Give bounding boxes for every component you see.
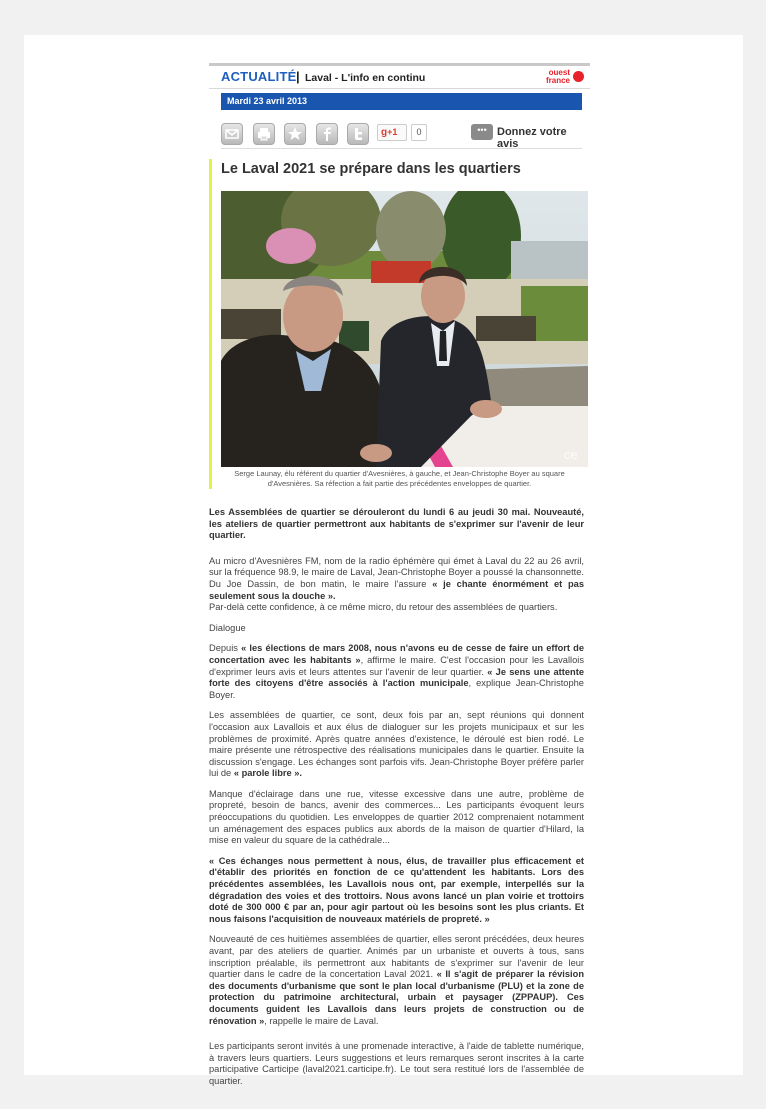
twitter-icon[interactable] [347, 123, 369, 145]
article-container [209, 63, 590, 1097]
ouest-france-logo[interactable] [540, 68, 584, 86]
share-toolbar [221, 110, 582, 149]
email-icon[interactable] [221, 123, 243, 145]
paragraph [209, 934, 584, 1027]
paragraph [209, 556, 584, 602]
article-lead [209, 507, 584, 542]
comment-link[interactable]: Donnez votre avis [497, 126, 567, 150]
google-plus-button[interactable] [377, 124, 407, 141]
paragraph-text: Les assemblées de quartier, ce sont, deux fois par an, sept réunions qui donnent l'occasion aux Lavallois et aux élus de dialoguer sur les projets municipaux et sur les problèmes de proximité. Après quatre années d'existence, le déroulé est bien rodé. Le maire présente une rétrospective des réalisations municipales dans le quartier. Ensuite la discussion s'engage. Les échanges sont parfois vifs. Jean-Christophe Boyer préfère parler lui de [209, 710, 584, 779]
paragraph-text: , affirme le maire. C'est l'occasion pour les Lavallois d'exprimer leurs avis et leurs attentes sur l'avenir de leur quartier. [209, 654, 584, 677]
paragraph-text: Nouveauté de ces huitièmes assemblées de quartier, elles seront précédées, deux heures avant, par des ateliers de quartier. Animés par un urbaniste et ouverts à tous, sans inscription préalable, ils permettront aux habitants de s'exprimer sur l'avenir de leur quartier dans le cadre de la concertation Laval 2021. [209, 934, 584, 980]
paragraph-text: Au micro d'Avesnières FM, nom de la radio éphémère qui émet à Laval du 22 au 26 avril, sur la fréquence 98.9, le maire de Laval, Jean-Christophe Boyer a poussé la chansonnette. Du Joe Dassin, de bon matin, le maire l'assure [209, 555, 584, 589]
article-title: Le Laval 2021 se prépare dans les quartiers [221, 161, 521, 177]
paragraph-text: Depuis [209, 643, 242, 654]
quote-text: « je chante énormément et pas seulement sous la douche ». [209, 578, 584, 601]
quote-text: « parole libre ». [233, 768, 303, 779]
brand-separator: | [296, 69, 300, 84]
date-bar [221, 93, 582, 110]
accent-bar [209, 159, 212, 489]
page-sheet [24, 35, 743, 1086]
facebook-icon[interactable] [316, 123, 338, 145]
brand-label[interactable]: ACTUALITÉ [221, 69, 297, 84]
quote-text: « les élections de mars 2008, nous n'avons eu de cesse de faire un effort de concertation avec les habitants » [209, 643, 584, 665]
article-photo [221, 191, 588, 467]
title-block [209, 161, 590, 177]
subheading: Dialogue [209, 622, 246, 633]
logo-dot-icon [573, 71, 584, 82]
paragraph [209, 643, 584, 701]
paragraph [209, 710, 584, 780]
section-title[interactable]: Laval - L'info en continu [305, 72, 426, 84]
logo-text: ouest france [545, 68, 570, 85]
google-plus-icon: g [381, 127, 388, 138]
paragraph [209, 789, 584, 847]
print-icon[interactable] [253, 123, 275, 145]
paragraph [209, 856, 584, 926]
quote-text: « Ces échanges nous permettent à nous, élus, de travailler plus efficacement et d'établir des priorités en fonction de ce qu'attendent les habitants. Lors des précédentes assemblées, les Lavallois nous ont, par exemple, interpellés sur la dégradation des voies et des trottoirs. Nous avons lancé un plan voirie et trottoirs doté de 300 000 € par an, pour agir partout où les besoins sont les plus criants. Et nous faisons l'acquisition de nouveaux matériels de propreté. » [209, 855, 584, 924]
article-body [209, 507, 584, 1088]
google-plus-label: +1 [387, 127, 398, 137]
paragraph-text: Les participants seront invités à une promenade interactive, à l'aide de tablette numérique, à travers leurs quartiers. Leurs suggestions et leurs remarques seront inscrites à la carte participative Carticipe (laval2021.carticipe.fr). Le tout sera restitué lors de l'assemblée de quartier. [209, 1041, 584, 1086]
paragraph-text: , explique Jean-Christophe Boyer. [209, 678, 584, 700]
site-header [209, 66, 590, 89]
quote-text: « Il s'agit de préparer la révision des documents d'urbanisme que sont le plan local d'urbanisme (PLU) et la zone de protection du patrimoine architectural, urbain et paysager (ZPPAUP). Ces documents guident les Lavallois dans leurs projets de construction ou de rénovation » [209, 969, 584, 1026]
lead-text: Les Assemblées de quartier se dérouleront du lundi 6 au jeudi 30 mai. Nouveauté, les ateliers de quartier permettront aux habitants de s'exprimer sur l'avenir de leur quartier. [209, 507, 584, 541]
paragraph-text: Par-delà cette confidence, à ce même micro, du retour des assemblées de quartiers. [209, 602, 558, 613]
paragraph-text: , rappelle le maire de Laval. [264, 1015, 379, 1026]
photo-watermark: ce [564, 447, 578, 462]
star-icon[interactable] [284, 123, 306, 145]
paragraph [209, 602, 584, 614]
paragraph-text: Manque d'éclairage dans une rue, vitesse excessive dans une autre, problème de propreté, besoin de bancs, avenir des commerces... Les participants évoquent leurs préoccupations du quotidien. Les enveloppes de quartier 2012 comprenaient notamment un aménagement des espaces publics aux abords de la maison de quartier d'Hilard, la mise en valeur du square de la cathédrale... [209, 788, 584, 846]
google-plus-count: 0 [411, 124, 427, 141]
comment-icon[interactable]: ••• [471, 124, 493, 140]
paragraph [209, 1041, 584, 1087]
photo-caption: Serge Launay, élu référent du quartier d'Avesnières, à gauche, et Jean-Christophe Boyer au square d'Avesnières. Sa réfection a fait partie des précédentes enveloppes de quartier. [234, 469, 565, 488]
quote-text: « Je sens une attente forte des citoyens d'être associés à l'action municipale [209, 666, 584, 689]
article-date: Mardi 23 avril 2013 [227, 96, 308, 106]
